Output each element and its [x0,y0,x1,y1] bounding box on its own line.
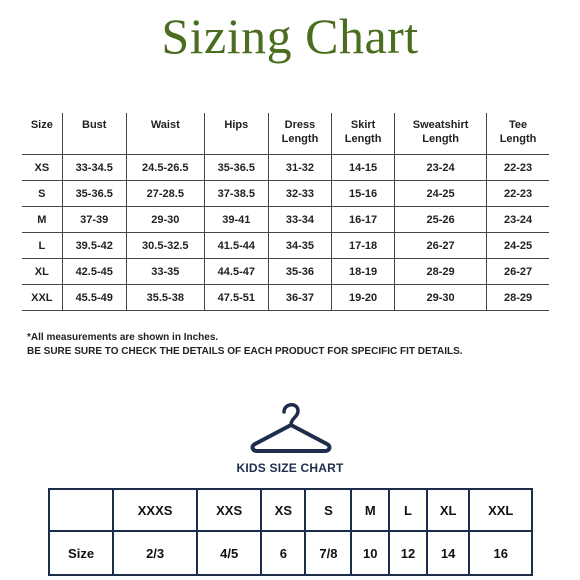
kids-size-value-cell: 16 [469,531,532,575]
kids-size-value-cell: 7/8 [305,531,351,575]
header-line: Tee [508,119,528,131]
measurement-cell: 39.5-42 [62,233,126,259]
note-inches: *All measurements are shown in Inches. [27,332,219,343]
kids-size-header-cell: XS [261,489,305,531]
header-line: Skirt [350,119,376,131]
kids-size-chart-title: KIDS SIZE CHART [236,461,344,475]
header-line: Length [281,133,319,145]
header-line: Bust [82,119,107,131]
measurement-cell: 22-23 [487,155,549,181]
kids-size-header-cell: L [389,489,427,531]
kids-size-value-cell: 4/5 [197,531,261,575]
size-label-cell: XS [22,155,62,181]
measurement-cell: 35.5-38 [126,285,204,311]
header-line: Length [422,133,459,145]
size-label-cell: S [22,181,62,207]
measurement-cell: 33-35 [126,259,204,285]
kids-row-label-cell: Size [49,531,113,575]
header-line: Sweatshirt [412,119,469,131]
measurement-cell: 35-36.5 [62,181,126,207]
kids-size-header-cell: XXL [469,489,532,531]
adult-header-cell [204,113,268,155]
measurement-cell: 31-32 [268,155,331,181]
measurement-cell: 45.5-49 [62,285,126,311]
adult-header-cell [395,113,487,155]
adult-header-cell [22,113,62,155]
measurement-cell: 37-38.5 [204,181,268,207]
measurement-cell: 33-34 [268,207,331,233]
measurement-cell: 24.5-26.5 [126,155,204,181]
measurement-cell: 41.5-44 [204,233,268,259]
kids-size-header-cell: XXXS [113,489,197,531]
kids-size-header-cell: S [305,489,351,531]
measurement-cell: 24-25 [487,233,549,259]
adult-header-cell [332,113,395,155]
measurement-cell: 29-30 [395,285,487,311]
header-line: Hips [224,119,249,131]
hanger-icon [248,398,334,456]
size-label-cell: XXL [22,285,62,311]
kids-size-value-cell: 6 [261,531,305,575]
kids-size-row [49,531,532,575]
table-row [22,233,549,259]
measurement-cell: 28-29 [487,285,549,311]
measurement-cell: 24-25 [395,181,487,207]
table-row [22,155,549,181]
header-line: Length [499,133,537,145]
table-row [22,181,549,207]
note-fit-details: BE SURE SURE TO CHECK THE DETAILS OF EACH PRODUCT FOR SPECIFIC FIT DETAILS. [27,346,463,357]
measurement-cell: 17-18 [332,233,395,259]
measurement-cell: 14-15 [332,155,395,181]
measurement-cell: 23-24 [487,207,549,233]
table-row [22,259,549,285]
measurement-cell: 18-19 [332,259,395,285]
kids-size-table [48,488,533,576]
kids-size-value-cell: 12 [389,531,427,575]
measurement-cell: 33-34.5 [62,155,126,181]
measurement-cell: 16-17 [332,207,395,233]
header-line: Length [344,133,382,145]
measurement-cell: 19-20 [332,285,395,311]
kids-size-header-cell: M [351,489,389,531]
kids-size-header-cell: XXS [197,489,261,531]
measurement-cell: 47.5-51 [204,285,268,311]
kids-header-row [49,489,532,531]
measurement-cell: 32-33 [268,181,331,207]
measurement-cell: 44.5-47 [204,259,268,285]
table-row [22,285,549,311]
kids-size-value-cell: 10 [351,531,389,575]
measurement-cell: 25-26 [395,207,487,233]
measurement-cell: 26-27 [395,233,487,259]
measurement-cell: 23-24 [395,155,487,181]
header-line: Waist [150,119,180,131]
page-title: Sizing Chart [161,8,419,64]
measurement-cell: 39-41 [204,207,268,233]
measurement-notes [27,331,463,359]
adult-header-row [22,113,549,155]
adult-header-cell [487,113,549,155]
measurement-cell: 28-29 [395,259,487,285]
size-label-cell: XL [22,259,62,285]
kids-size-value-cell: 14 [427,531,470,575]
measurement-cell: 29-30 [126,207,204,233]
measurement-cell: 42.5-45 [62,259,126,285]
kids-size-value-cell: 2/3 [113,531,197,575]
size-label-cell: M [22,207,62,233]
measurement-cell: 30.5-32.5 [126,233,204,259]
adult-header-cell [126,113,204,155]
adult-size-table [22,113,549,311]
header-line: Size [30,119,53,131]
measurement-cell: 34-35 [268,233,331,259]
adult-header-cell [268,113,331,155]
measurement-cell: 35-36.5 [204,155,268,181]
measurement-cell: 37-39 [62,207,126,233]
measurement-cell: 35-36 [268,259,331,285]
measurement-cell: 22-23 [487,181,549,207]
size-label-cell: L [22,233,62,259]
adult-header-cell [62,113,126,155]
measurement-cell: 15-16 [332,181,395,207]
table-row [22,207,549,233]
measurement-cell: 26-27 [487,259,549,285]
kids-corner-cell [49,489,113,531]
measurement-cell: 36-37 [268,285,331,311]
measurement-cell: 27-28.5 [126,181,204,207]
header-line: Dress [284,119,316,131]
kids-size-header-cell: XL [427,489,470,531]
